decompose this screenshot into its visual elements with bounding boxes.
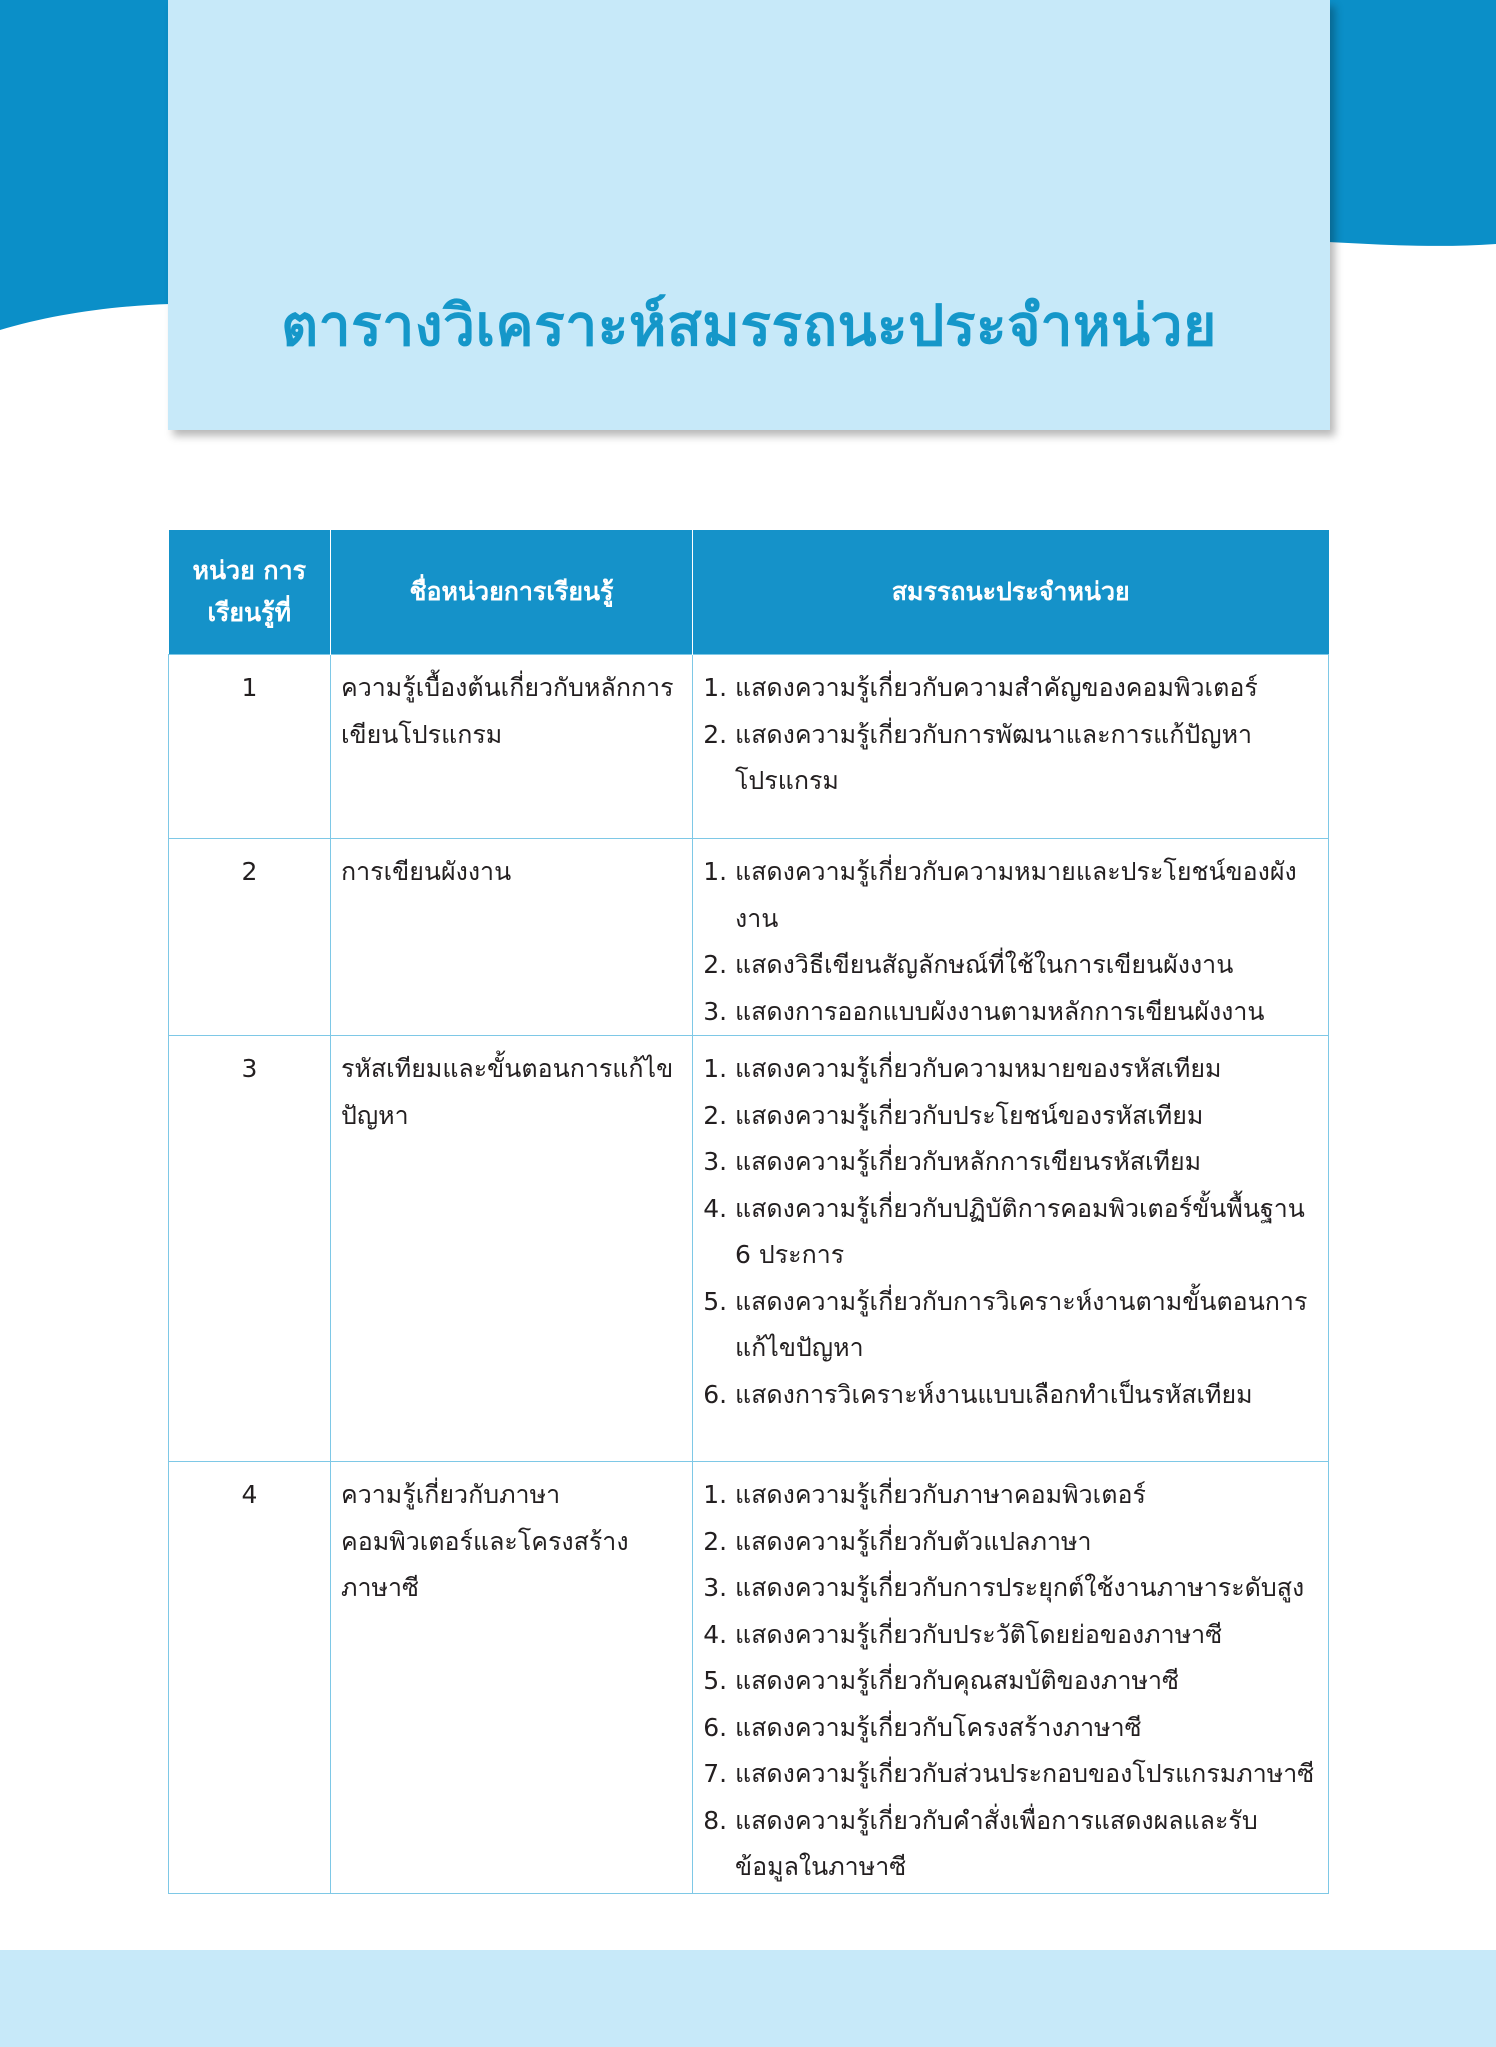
table-body <box>169 655 1329 1894</box>
header-competency: สมรรถนะประจำหน่วย <box>693 530 1329 655</box>
bottom-band <box>0 1950 1496 2047</box>
competency-item: 2. แสดงความรู้เกี่ยวกับการพัฒนาและการแก้ปัญหาโปรแกรม <box>735 712 1318 805</box>
competency-item: 5. แสดงความรู้เกี่ยวกับการวิเคราะห์งานตามขั้นตอนการแก้ไขปัญหา <box>735 1279 1318 1372</box>
competency-item: 5. แสดงความรู้เกี่ยวกับคุณสมบัติของภาษาซี <box>735 1658 1318 1705</box>
competency-table <box>168 530 1329 1894</box>
table-row <box>169 839 1329 1036</box>
unit-number: 2 <box>169 839 331 1036</box>
right-blue-wave <box>1328 0 1496 246</box>
competency-item: 3. แสดงความรู้เกี่ยวกับหลักการเขียนรหัสเทียม <box>735 1139 1318 1186</box>
unit-competencies <box>693 655 1329 839</box>
competency-table-container <box>168 530 1328 1894</box>
competency-item: 6. แสดงการวิเคราะห์งานแบบเลือกทำเป็นรหัสเทียม <box>735 1372 1318 1419</box>
unit-name: การเขียนผังงาน <box>331 839 693 1036</box>
header-unit-name: ชื่อหน่วยการเรียนรู้ <box>331 530 693 655</box>
table-row <box>169 1036 1329 1462</box>
table-row <box>169 1462 1329 1894</box>
competency-item: 3. แสดงความรู้เกี่ยวกับการประยุกต์ใช้งานภาษาระดับสูง <box>735 1565 1318 1612</box>
competency-list <box>703 1046 1318 1418</box>
competency-item: 8. แสดงความรู้เกี่ยวกับคำสั่งเพื่อการแสดงผลและรับข้อมูลในภาษาซี <box>735 1798 1318 1891</box>
competency-item: 2. แสดงความรู้เกี่ยวกับตัวแปลภาษา <box>735 1519 1318 1566</box>
competency-item: 3. แสดงการออกแบบผังงานตามหลักการเขียนผังงาน <box>735 989 1318 1036</box>
competency-list <box>703 665 1318 805</box>
competency-item: 4. แสดงความรู้เกี่ยวกับปฏิบัติการคอมพิวเตอร์ขั้นพื้นฐาน 6 ประการ <box>735 1186 1318 1279</box>
competency-item: 1. แสดงความรู้เกี่ยวกับความหมายของรหัสเทียม <box>735 1046 1318 1093</box>
competency-item: 6. แสดงความรู้เกี่ยวกับโครงสร้างภาษาซี <box>735 1705 1318 1752</box>
competency-item: 4. แสดงความรู้เกี่ยวกับประวัติโดยย่อของภาษาซี <box>735 1612 1318 1659</box>
unit-number: 4 <box>169 1462 331 1894</box>
competency-item: 1. แสดงความรู้เกี่ยวกับภาษาคอมพิวเตอร์ <box>735 1472 1318 1519</box>
unit-number: 3 <box>169 1036 331 1462</box>
competency-item: 1. แสดงความรู้เกี่ยวกับความสำคัญของคอมพิวเตอร์ <box>735 665 1318 712</box>
header-unit-number: หน่วย การเรียนรู้ที่ <box>169 530 331 655</box>
title-card <box>168 0 1330 430</box>
table-header-row <box>169 530 1329 655</box>
table-row <box>169 655 1329 839</box>
left-blue-wave <box>0 0 170 330</box>
unit-competencies <box>693 839 1329 1036</box>
competency-item: 2. แสดงวิธีเขียนสัญลักษณ์ที่ใช้ในการเขียนผังงาน <box>735 942 1318 989</box>
competency-item: 1. แสดงความรู้เกี่ยวกับความหมายและประโยชน์ของผังงาน <box>735 849 1318 942</box>
competency-list <box>703 849 1318 1035</box>
unit-competencies <box>693 1036 1329 1462</box>
unit-name: ความรู้เบื้องต้นเกี่ยวกับหลักการเขียนโปรแกรม <box>331 655 693 839</box>
unit-name: รหัสเทียมและขั้นตอนการแก้ไขปัญหา <box>331 1036 693 1462</box>
unit-competencies <box>693 1462 1329 1894</box>
competency-item: 7. แสดงความรู้เกี่ยวกับส่วนประกอบของโปรแกรมภาษาซี <box>735 1751 1318 1798</box>
unit-number: 1 <box>169 655 331 839</box>
competency-list <box>703 1472 1318 1891</box>
competency-item: 2. แสดงความรู้เกี่ยวกับประโยชน์ของรหัสเทียม <box>735 1093 1318 1140</box>
unit-name: ความรู้เกี่ยวกับภาษาคอมพิวเตอร์และโครงสร้างภาษาซี <box>331 1462 693 1894</box>
page-title: ตารางวิเคราะห์สมรรถนะประจำหน่วย <box>281 293 1217 359</box>
